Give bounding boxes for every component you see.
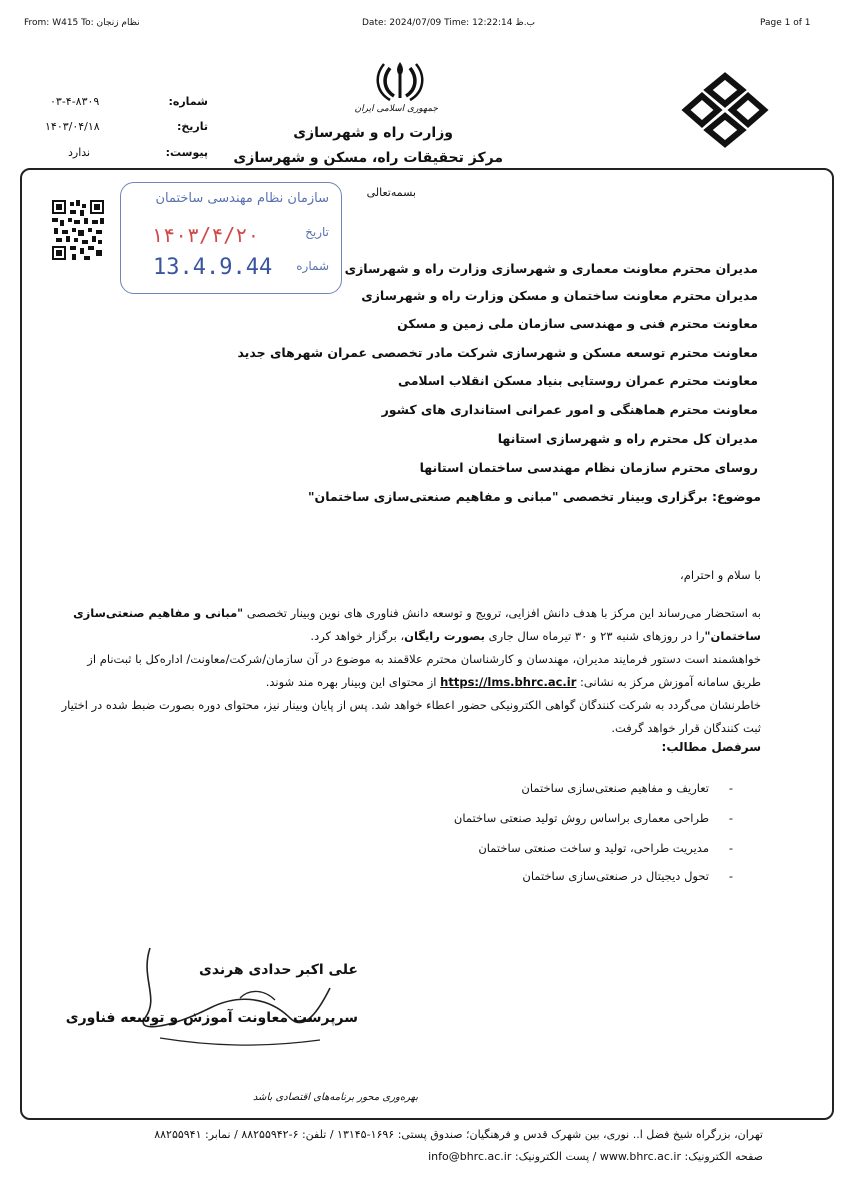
fax-datetime: Date: 2024/07/09 Time: 12:22:14 ب.ظ [362, 18, 536, 28]
outline-item: -تحول دیجیتال در صنعتی‌سازی ساختمان [522, 869, 733, 883]
stamp-org: سازمان نظام مهندسی ساختمان [155, 191, 329, 206]
recipient-line: معاونت محترم هماهنگی و امور عمرانی استانداری های کشور [381, 402, 758, 417]
website-link[interactable]: www.bhrc.ac.ir [599, 1150, 681, 1163]
recipient-line: مدیران کل محترم راه و شهرسازی استانها [497, 431, 758, 446]
fax-from: From: W415 To: نظام زنجان [24, 18, 140, 28]
attachment-label: پیوست: [165, 146, 208, 159]
signer-name: علی اکبر حدادی هرندی [198, 962, 358, 978]
footer-address: تهران، بزرگراه شیخ فضل ا.. نوری، بین شهرک قدس و فرهنگیان؛ صندوق پستی: ۱۶۹۶-۱۳۱۴۵ / تلفن: ۶-۸۸۲۵۵۹۴۲ / نمابر: ۸۸۲۵۵۹۴۱ [154, 1128, 763, 1141]
number-label: شماره: [168, 95, 208, 108]
recipient-line: معاونت محترم عمران روستایی بنیاد مسکن انقلاب اسلامی [398, 373, 758, 388]
lms-link[interactable]: https://lms.bhrc.ac.ir [440, 675, 577, 689]
paragraph-3: خاطرنشان می‌گردد به شرکت کنندگان گواهی الکترونیکی حضور اعطاء خواهد شد. پس از پایان وبینار نیز، محتوای دوره بصورت ضبط شده در اختیار ثبت کنندگان قرار خواهد گرفت. [61, 698, 761, 735]
attachment-value: ندارد [68, 146, 91, 159]
stamp-number-value: 13.4.9.44 [153, 255, 273, 280]
number-value: ۰۳-۴-۸۳۰۹ [50, 95, 100, 108]
date-label: تاریخ: [176, 120, 208, 133]
greeting: با سلام و احترام، [680, 568, 761, 582]
recipient-line: روسای محترم سازمان نظام مهندسی ساختمان استانها [419, 460, 758, 475]
paragraph-2: خواهشمند است دستور فرمایند مدیران، مهندسان و کارشناسان محترم علاقمند به موضوع در آن سازمان/شرکت/معاونت/ اداره‌کل با ثبت‌نام از طریق سامانه آموزش مرکز به نشانی: https://lms.bhrc.ac.ir از محتوای این وبینار بهره مند شوند. [87, 652, 761, 689]
qr-code-icon [52, 200, 104, 260]
handwritten-signature-icon [90, 938, 350, 1058]
paragraph-1: به استحضار می‌رساند این مرکز با هدف دانش افزایی، ترویج و توسعه دانش فناوری های نوین وبینار تخصصی "مبانی و مفاهیم صنعتی‌سازی ساختمان"را در روزهای شنبه ۲۳ و ۳۰ تیرماه سال جاری بصورت رایگان، برگزار خواهد کرد. [73, 606, 761, 643]
fax-page: Page 1 of 1 [760, 18, 811, 28]
outline-item: -طراحی معماری براساس روش تولید صنعتی ساختمان [453, 811, 733, 825]
stamp-date-label: تاریخ [305, 225, 329, 239]
iran-emblem-icon [372, 58, 428, 108]
ministry-name: وزارت راه و شهرسازی [293, 125, 453, 141]
bhrc-logo-icon [680, 70, 770, 150]
recipient-line: معاونت محترم فنی و مهندسی سازمان ملی زمین و مسکن [397, 316, 758, 331]
stamp-number-label: شماره [296, 259, 329, 273]
footer-contact: صفحه الکترونیک: www.bhrc.ac.ir / پست الکترونیک: info@bhrc.ac.ir [428, 1150, 763, 1163]
outline-item: -تعاریف و مفاهیم صنعتی‌سازی ساختمان [521, 781, 733, 795]
email-link[interactable]: info@bhrc.ac.ir [428, 1150, 512, 1163]
basmala: بسمه‌تعالی [366, 186, 416, 199]
signer-title: سرپرست معاونت آموزش و توسعه فناوری [65, 1010, 358, 1026]
motto: بهره‌وری محور برنامه‌های اقتصادی باشد [252, 1092, 418, 1103]
received-stamp [120, 182, 342, 294]
stamp-date-value: ۱۴۰۳/۴/۲۰ [151, 223, 260, 247]
recipient-line: معاونت محترم توسعه مسکن و شهرسازی شرکت مادر تخصصی عمران شهرهای جدید [237, 345, 758, 360]
recipient-line: مدیران محترم معاونت معماری و شهرسازی وزارت راه و شهرسازی [344, 261, 758, 276]
date-value: ۱۴۰۳/۰۴/۱۸ [45, 120, 100, 133]
recipient-line: مدیران محترم معاونت ساختمان و مسکن وزارت راه و شهرسازی [361, 288, 758, 303]
outline-item: -مدیریت طراحی، تولید و ساخت صنعتی ساختمان [478, 841, 733, 855]
outline-title: سرفصل مطالب: [661, 740, 761, 754]
emblem-caption: جمهوری اسلامی ایران [354, 104, 438, 114]
center-name: مرکز تحقیقات راه، مسکن و شهرسازی [233, 150, 503, 166]
subject-line: موضوع: برگزاری وبینار تخصصی "مبانی و مفاهیم صنعتی‌سازی ساختمان" [308, 489, 761, 504]
